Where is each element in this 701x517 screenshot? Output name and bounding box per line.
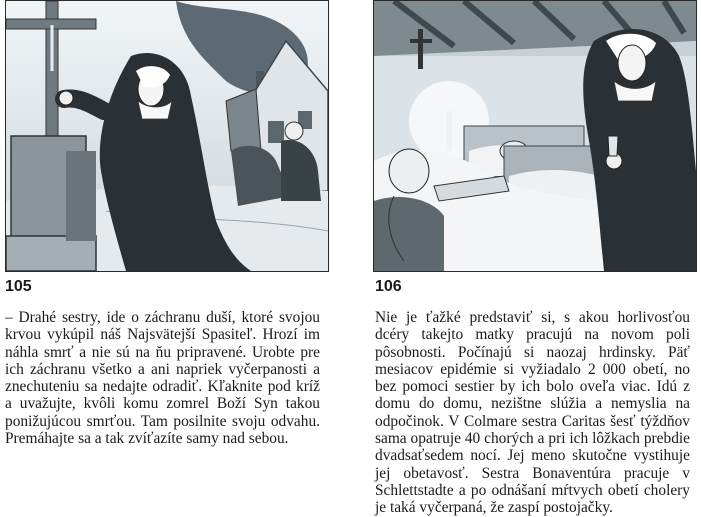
panel-106 (373, 0, 698, 517)
illustration-nun-nursing-sick (373, 0, 697, 272)
panel-text: – Drahé sestry, ide o záchranu duší, ktoré svojou krvou vykúpil náš Najsvätejší Spasiteľ. Hrozí im náhla smrť a nie sú na ňu pripravené. Urobte pre ich záchranu všetko a ani napriek vyčerpanosti a znechuteniu sa nedajte odradiť. Kľaknite pod kríž a uvažujte, kvôli komu zomrel Boží Syn takou ponižujúcou smrťou. Tam posilnite svoju odvahu. Premáhajte sa a tak zvíťazíte samy nad sebou. (5, 309, 320, 448)
panel-number: 106 (375, 278, 402, 295)
panel-text: Nie je ťažké predstaviť si, s akou horlivosťou dcéry takejto matky pracujú na novom poli pôsobnosti. Počínajú si naozaj hrdinsky. Päť mesiacov epidémie si vyžiadalo 2 000 obetí, no bez pomoci sestier by ich bolo oveľa viac. Idú z domu do domu, nezištne slúžia a nemyslia na odpočinok. V Colmare sestra Caritas šesť týždňov sama opatruje 40 chorých a pri ich lôžkach prebdie dvadsaťsedem nocí. Jej meno skutočne vystihuje jej obetavosť. Sestra Bonaventúra pracuje v Schlettstadte a po odnášaní mŕtvych obetí cholery je taká vyčerpaná, že zaspí postojačky. (375, 309, 690, 517)
illustration-nun-praying-at-cross (5, 0, 329, 272)
panel-105 (5, 0, 330, 448)
panel-number: 105 (5, 278, 32, 295)
